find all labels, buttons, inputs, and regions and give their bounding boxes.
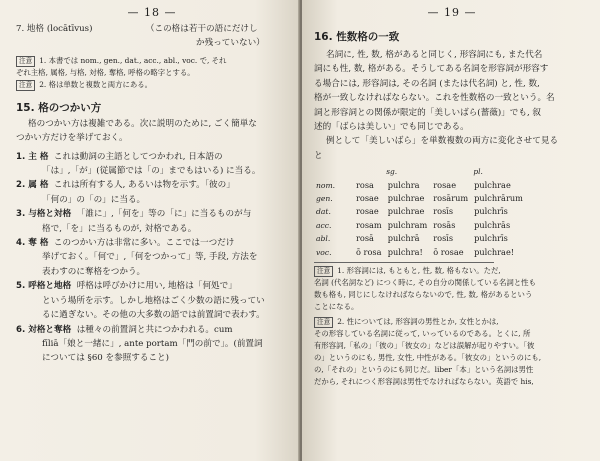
- case-item-label: 5. 呼格と地格: [16, 281, 72, 292]
- case-item-label: 1. 主 格: [16, 151, 49, 162]
- body-line: 例として「美しいばら」を単数複数の両方に変化させて見る: [326, 136, 559, 147]
- note-line: ことになる。: [314, 302, 359, 312]
- note-line: 数も格も, 同じにしなければならないので, 性, 数, 格があるという: [314, 290, 533, 300]
- locative-heading: 7. 地格 (locātīvus): [16, 24, 93, 34]
- note-1: 注意 1. 形容詞には, もともと, 性, 数, 格もない。ただ,: [314, 265, 590, 277]
- declension-row: dat. rosae pulchrae rosīs pulchrīs: [316, 206, 508, 217]
- divider: [314, 262, 494, 263]
- note-tag: 注意: [314, 266, 333, 277]
- note-line: その形容している名詞に従って, いっているのである。とくに, 所: [314, 329, 531, 339]
- declension-row: voc. ō rosa pulchra! ō rosae pulchrae!: [316, 246, 515, 257]
- body-line: 格が一致しなければならない。これを性数格の一致という。名: [314, 93, 555, 104]
- note-line: だから, それにつく形容詞は男性でなければならない。英語で his,: [314, 377, 534, 387]
- note-top-2: 注意 2. 格は単数と複数と両方にある。: [16, 79, 288, 91]
- body-line: 名詞に, 性, 数, 格があると同じく, 形容詞にも, また代名: [326, 50, 543, 60]
- page-number-18: — 18 —: [127, 6, 177, 19]
- declension-table: [316, 165, 529, 259]
- singular-header: sg.: [386, 167, 398, 177]
- declension-row: gen. rosae pulchrae rosārum pulchrārum: [316, 193, 523, 204]
- case-item-6: 6. 対格と奪格 は種々の前置詞と共につかわれる。cum fīliā「娘と一緒に」, ante portam「門の前で」。(前置詞 については §60 を参照すること): [16, 324, 263, 364]
- case-item-label: 2. 属 格: [16, 180, 49, 191]
- note-line: 名詞 (代名詞など) につく時に, その自分の関係している名詞と性も: [314, 278, 536, 288]
- locative-aside-2: か残っていない）: [196, 38, 265, 49]
- intro-line-1: 格のつかい方は複雑である。次に説明のために, ごく簡単な: [28, 118, 257, 129]
- body-line: 詞と形容詞との関係が限定的「美しいばら(薔薇)」でも, 叙: [314, 107, 542, 118]
- note-2: 注意 2. 性については, 形容詞の男性とか, 女性とかは,: [314, 316, 590, 328]
- case-item-4: 4. 奪 格 このつかい方は非常に多い。ここでは一つだけ 挙げておく。「何で」,「何をつかって」等, 手段, 方法を 表わすのに奪格をつかう。: [16, 238, 258, 277]
- intro-line-2: つかい方だけを挙げておく。: [16, 133, 128, 144]
- case-item-label: 3. 与格と対格: [16, 209, 72, 220]
- declension-header: [316, 165, 529, 178]
- body-line: 述的「ばらは美しい」でも同じである。: [314, 122, 469, 133]
- section-15-title: 15. 格のつかい方: [16, 101, 102, 114]
- note-tag: 注意: [314, 317, 333, 328]
- declension-row: nom. rosa pulchra rosae pulchrae: [316, 179, 511, 190]
- case-item-5: 5. 呼格と地格 呼格は呼びかけに用い, 地格は「何処で」 という場所を示す。しかし地格はごく少数の語に残ってい るに過ぎない。その他の大多数の語では前置詞で表わす。: [16, 281, 265, 321]
- note-tag: 注意: [16, 80, 35, 91]
- case-item-label: 4. 奪 格: [16, 238, 49, 249]
- case-item-2: 2. 属 格 これは所有する人, あるいは物を示す。「彼の」 「何の」の「の」に当る。: [16, 180, 235, 205]
- note-tag: 注意: [16, 56, 35, 67]
- declension-row: abl. rosā pulchrā rosīs pulchrīs: [316, 233, 508, 244]
- case-item-3: 3. 与格と対格 「誰に」,「何を」等の「に」に当るものが与 格で,「を」に当るものが, 対格である。: [16, 209, 252, 234]
- body-line: と: [314, 150, 323, 161]
- note-line: の」というのにも, 男性, 女性, 中性がある。「彼女の」というのにも,: [314, 353, 542, 363]
- plural-header: pl.: [473, 167, 483, 177]
- case-item-label: 6. 対格と奪格: [16, 324, 72, 335]
- case-item-1: 1. 主 格 これは動詞の主語としてつかわれ, 日本語の 「は」,「が」(従属節では「の」までもはいる) に当る。: [16, 151, 261, 177]
- body-line: る場合には, 形容詞は, その名詞 (または代名詞) と, 性, 数,: [314, 78, 540, 89]
- body-line: 詞にも性, 数, 格がある。そうしてある名詞を形容詞が形容す: [314, 64, 549, 75]
- note-line: の,「それの」というのにも同じだ。liber「本」という名詞は男性: [314, 365, 534, 375]
- note-top-1: 注意 1. 本書では nom., gen., dat., acc., abl., voc. で, それ: [16, 55, 288, 67]
- note-line: 有形容詞,「私の」「彼の」「彼女の」などは誤解が起りやすい。「彼: [314, 341, 535, 351]
- locative-heading-row: [16, 22, 288, 36]
- section-16-title: 16. 性数格の一致: [314, 31, 400, 43]
- declension-row: acc. rosam pulchram rosās pulchrās: [316, 219, 511, 230]
- note-top-1b: ぞれ主格, 属格, 与格, 対格, 奪格, 呼格の略字とする。: [16, 67, 195, 77]
- locative-aside-1: （この格は若干の語にだけし: [145, 24, 258, 34]
- right-page: [302, 0, 600, 461]
- page-number-19: — 19 —: [427, 6, 477, 19]
